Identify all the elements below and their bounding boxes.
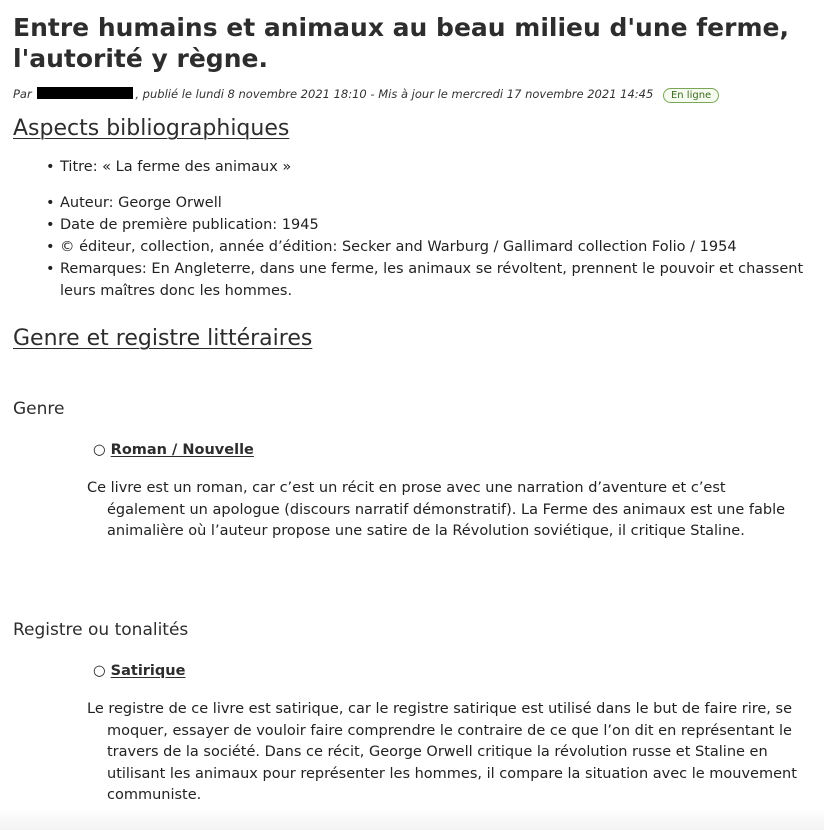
biblio-list — [44, 156, 804, 302]
meta-dates: , publié le lundi 8 novembre 2021 18:10 - Mis à jour le mercredi 17 novembre 2021 14:45 — [135, 87, 654, 101]
circle-bullet-icon: ○ — [93, 663, 106, 679]
list-item: • Auteur: George Orwell — [44, 192, 804, 214]
page-title: Entre humains et animaux au beau milieu d'une ferme, l'autorité y règne. — [13, 13, 789, 73]
circle-bullet-icon: ○ — [93, 442, 106, 458]
redacted-author — [37, 87, 133, 99]
registre-paragraph: Le registre de ce livre est satirique, car le registre satirique est utilisé dans le but de faire rire, se moquer, essayer de vouloir faire comprendre le contraire de ce que l’on dit en représentant le travers de la société. Dans ce récit, George Orwell critique la révolution russe et Staline en utilisant les animaux pour représenter les hommes, il compare la situation avec le mouvement communiste. — [87, 701, 797, 803]
subheading-registre: Registre ou tonalités — [13, 620, 189, 640]
section-heading-biblio: Aspects bibliographiques — [13, 116, 290, 141]
section-heading-genre-registre: Genre et registre littéraires — [13, 326, 313, 351]
genre-item — [93, 442, 254, 458]
subheading-genre: Genre — [13, 399, 65, 419]
list-item: • Titre: « La ferme des animaux » — [44, 156, 804, 178]
genre-link[interactable]: Roman / Nouvelle — [110, 442, 254, 458]
status-badge: En ligne — [663, 88, 719, 103]
list-item: • Remarques: En Angleterre, dans une ferme, les animaux se révoltent, prennent le pouvoir et chassent leurs maîtres donc les hommes. — [44, 258, 804, 302]
genre-paragraph: Ce livre est un roman, car c’est un récit en prose avec une narration d’aventure et c’est également un apologue (discours narratif démonstratif). La Ferme des animaux est une fable animalière où l’auteur propose une satire de la Révolution soviétique, il critique Staline. — [87, 480, 786, 539]
meta-prefix: Par — [13, 87, 32, 101]
list-item: • Date de première publication: 1945 — [44, 214, 804, 236]
registre-link[interactable]: Satirique — [110, 663, 186, 679]
article-meta — [13, 87, 719, 103]
list-item: • © éditeur, collection, année d’édition: Secker and Warburg / Gallimard collection Folio / 1954 — [44, 236, 804, 258]
registre-item — [93, 663, 185, 679]
bottom-fade — [0, 808, 824, 830]
